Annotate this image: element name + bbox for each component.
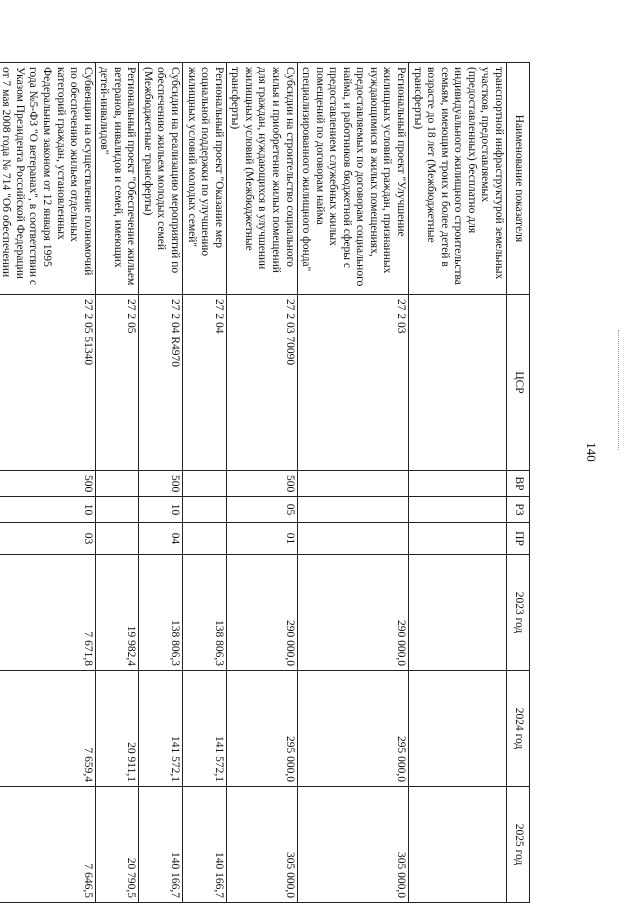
cell-name: Региональный проект "Обеспечение жильем ветеранов, инвалидов и семей, имеющих детей-инвалидов"	[95, 63, 139, 295]
table-row	[297, 63, 409, 903]
table-row	[226, 63, 297, 903]
cell-2023: 7 671,8	[0, 555, 95, 671]
cell-2025: 7 646,5	[0, 787, 95, 903]
cell-2024	[409, 671, 507, 787]
cell-name: Субсидии на реализацию мероприятий по обеспечению жильем молодых семей (Межбюджетные трансферты)	[139, 63, 183, 295]
cell-vr	[95, 471, 139, 497]
table-row	[95, 63, 139, 903]
header-csr: ЦСР	[507, 295, 530, 471]
cell-csr: 27 2 04 R4970	[139, 295, 183, 471]
header-rz: РЗ	[507, 497, 530, 523]
header-pr: ПР	[507, 523, 530, 555]
cell-csr: 27 2 05	[95, 295, 139, 471]
cell-pr: 03	[0, 523, 95, 555]
cell-name: Региональный проект "Улучшение жилищных условий граждан, признанных нуждающимися в жилых помещениях, предоставляемых по договорам социального найма, и работников бюджетной сферы с предоставлением служебных жилых помещений по договорам найма специализированного жилищного фонда"	[297, 63, 409, 295]
table-row	[0, 63, 95, 903]
cell-2025	[409, 787, 507, 903]
cell-pr: 01	[226, 523, 297, 555]
budget-table	[0, 62, 530, 903]
table-row	[139, 63, 183, 903]
cell-2024: 295 000,0	[226, 671, 297, 787]
cell-csr: 27 2 05 51340	[0, 295, 95, 471]
cell-csr: 27 2 04	[183, 295, 227, 471]
cell-csr: 27 2 03	[297, 295, 409, 471]
table-row	[183, 63, 227, 903]
header-2024: 2024 год	[507, 671, 530, 787]
cell-rz: 05	[226, 497, 297, 523]
cell-vr	[297, 471, 409, 497]
budget-table-container	[0, 62, 530, 902]
cell-name: Региональный проект "Оказание мер социальной поддержки по улучшению жилищных условий молодых семей"	[183, 63, 227, 295]
cell-vr: 500	[139, 471, 183, 497]
header-2023: 2023 год	[507, 555, 530, 671]
cell-csr	[409, 295, 507, 471]
cell-vr	[183, 471, 227, 497]
cell-vr: 500	[0, 471, 95, 497]
cell-2025: 20 790,5	[95, 787, 139, 903]
cell-rz	[409, 497, 507, 523]
cell-pr	[297, 523, 409, 555]
cell-pr	[95, 523, 139, 555]
cell-name: Субсидии на строительство социального жилья и приобретение жилых помещений для граждан, нуждающихся в улучшении жилищных условий (Межбюджетные трансферты)	[226, 63, 297, 295]
cell-2025: 305 000,0	[297, 787, 409, 903]
cell-2024: 295 000,0	[297, 671, 409, 787]
cell-2023: 290 000,0	[297, 555, 409, 671]
cell-2023	[409, 555, 507, 671]
cell-vr	[409, 471, 507, 497]
cell-2024: 141 572,1	[139, 671, 183, 787]
cell-csr: 27 2 03 70090	[226, 295, 297, 471]
header-vr: ВР	[507, 471, 530, 497]
cell-rz	[297, 497, 409, 523]
cell-2023: 138 806,3	[183, 555, 227, 671]
cell-pr: 04	[139, 523, 183, 555]
cell-2024: 20 911,1	[95, 671, 139, 787]
cell-pr	[409, 523, 507, 555]
cell-name: Субвенции на осуществление полномочий по обеспечению жильем отдельных категорий граждан, установленных Федеральным законом от 12 января 1995 года №5-ФЗ "О ветеранах", в соответствии с Указом Президента Российской Федерации от 7 мая 2008 года № 714 "Об обеспечении	[0, 63, 95, 295]
cell-name: транспортной инфраструктурой земельных участков, предоставляемых (предоставленных) бесплатно для индивидуального жилищного строительства семьям, имеющим троих и более детей в возрасте до 18 лет (Межбюджетные трансферты)	[409, 63, 507, 295]
cell-2023: 138 806,3	[139, 555, 183, 671]
header-2025: 2025 год	[507, 787, 530, 903]
cell-rz: 10	[139, 497, 183, 523]
cell-2024: 7 659,4	[0, 671, 95, 787]
cell-rz	[95, 497, 139, 523]
cell-2023: 290 000,0	[226, 555, 297, 671]
cell-rz: 10	[0, 497, 95, 523]
cell-vr: 500	[226, 471, 297, 497]
cell-2025: 305 000,0	[226, 787, 297, 903]
cell-pr	[183, 523, 227, 555]
table-row	[409, 63, 507, 903]
header-name: Наименование показателя	[507, 63, 530, 295]
cell-2023: 19 982,4	[95, 555, 139, 671]
cell-2025: 140 166,7	[183, 787, 227, 903]
cell-2025: 140 166,7	[139, 787, 183, 903]
cell-rz	[183, 497, 227, 523]
page-number: 140	[583, 442, 599, 462]
table-header-row	[507, 63, 530, 903]
cell-2024: 141 572,1	[183, 671, 227, 787]
